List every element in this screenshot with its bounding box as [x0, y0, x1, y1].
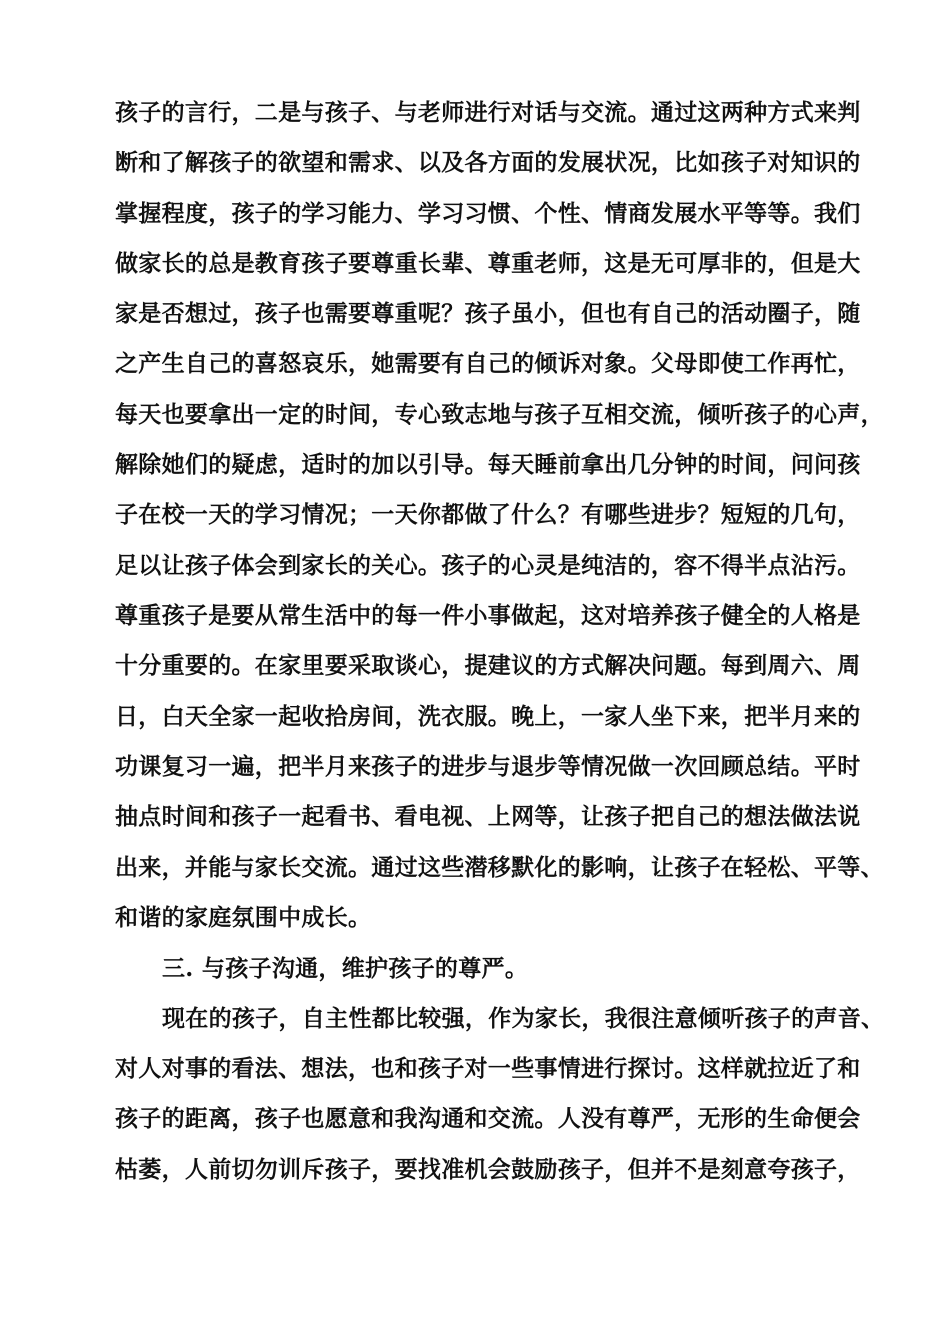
text-line: 断和了解孩子的欲望和需求、以及各方面的发展状况，比如孩子对知识的 [115, 149, 861, 176]
text-line: 解除她们的疑虑，适时的加以引导。每天睡前拿出几分钟的时间，问问孩 [115, 451, 861, 478]
text-line: 对人对事的看法、想法，也和孩子对一些事情进行探讨。这样就拉近了和 [115, 1055, 861, 1082]
text-line: 出来，并能与家长交流。通过这些潜移默化的影响，让孩子在轻松、平等、 [115, 854, 884, 881]
text-line: 十分重要的。在家里要采取谈心，提建议的方式解决问题。每到周六、周 [115, 652, 861, 679]
text-line: 枯萎，人前切勿训斥孩子，要找准机会鼓励孩子，但并不是刻意夸孩子， [115, 1156, 861, 1183]
text-line: 掌握程度，孩子的学习能力、学习习惯、个性、情商发展水平等等。我们 [115, 200, 861, 227]
text-line: 之产生自己的喜怒哀乐，她需要有自己的倾诉对象。父母即使工作再忙， [115, 350, 861, 377]
text-line: 和谐的家庭氛围中成长。 [115, 904, 372, 931]
text-line: 功课复习一遍，把半月来孩子的进步与退步等情况做一次回顾总结。平时 [115, 753, 861, 780]
section-heading: 三. 与孩子沟通，维护孩子的尊严。 [162, 955, 529, 982]
text-line: 家是否想过，孩子也需要尊重呢？孩子虽小，但也有自己的活动圈子，随 [115, 300, 861, 327]
text-line: 尊重孩子是要从常生活中的每一件小事做起，这对培养孩子健全的人格是 [115, 602, 861, 629]
text-line: 足以让孩子体会到家长的关心。孩子的心灵是纯洁的，容不得半点沾污。 [115, 552, 861, 579]
text-line: 抽点时间和孩子一起看书、看电视、上网等，让孩子把自己的想法做法说 [115, 803, 861, 830]
text-line: 做家长的总是教育孩子要尊重长辈、尊重老师，这是无可厚非的，但是大 [115, 250, 861, 277]
text-line: 孩子的言行，二是与孩子、与老师进行对话与交流。通过这两种方式来判 [115, 99, 861, 126]
text-line: 现在的孩子，自主性都比较强，作为家长，我很注意倾听孩子的声音、 [162, 1005, 885, 1032]
text-line: 日，白天全家一起收拾房间，洗衣服。晚上，一家人坐下来，把半月来的 [115, 703, 861, 730]
text-line: 孩子的距离，孩子也愿意和我沟通和交流。人没有尊严，无形的生命便会 [115, 1105, 861, 1132]
text-line: 每天也要拿出一定的时间，专心致志地与孩子互相交流，倾听孩子的心声， [115, 401, 884, 428]
text-line: 子在校一天的学习情况；一天你都做了什么？有哪些进步？短短的几句， [115, 501, 861, 528]
